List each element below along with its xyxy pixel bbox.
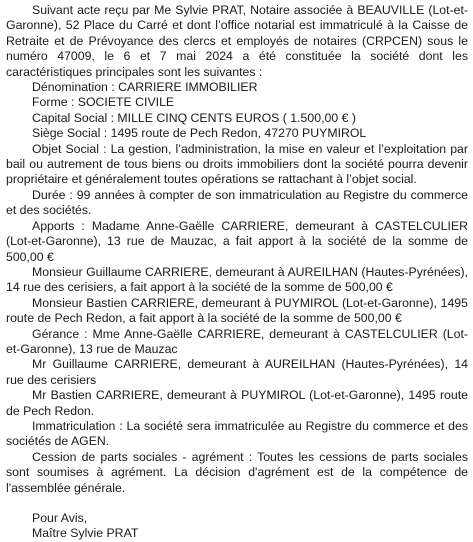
apport-paragraph-1: Apports : Madame Anne-Gaëlle CARRIERE, demeurant à CASTELCULIER (Lot-et-Garonne), 13 rue de Mauzac, a fait apport à la société de la somme de 500,00 € [6,218,468,264]
closing-block [6,511,468,542]
siege-line: Siège Social : 1495 route de Pech Redon, 47270 PUYMIROL [32,126,367,141]
denomination-line: Dénomination : CARRIERE IMMOBILIER [32,80,258,95]
immatriculation-paragraph: Immatriculation : La société sera immatriculée au Registre du commerce et des sociétés de AGEN. [6,418,468,449]
notice-intro: Suivant acte reçu par Me Sylvie PRAT, Notaire associée à BEAUVILLE (Lot-et-Garonne), 52 Place du Carré et dont l’office notarial est immatriculé à la Caisse de Retraite et de Prévoyance des clercs et employés de notaires (CRPCEN) sous le numéro 47009, le 6 et 7 mai 2024 a été constituée la société dont les caractéristiques principales sont les suivantes : [6,3,468,79]
gerance-paragraph-1: Gérance : Mme Anne-Gaëlle CARRIERE, demeurant à CASTELCULIER (Lot-et-Garonne), 13 rue de Mauzac [6,326,468,356]
gerance-paragraph-3: Mr Bastien CARRIERE, demeurant à PUYMIROL (Lot-et-Garonne), 1495 route de Pech Redon. [6,388,468,418]
apport-paragraph-2: Monsieur Guillaume CARRIERE, demeurant à AUREILHAN (Hautes-Pyrénées), 14 rue des cerisiers, a fait apport à la société de la somme de 500,00 € [6,264,468,295]
apport-paragraph-3: Monsieur Bastien CARRIERE, demeurant à PUYMIROL (Lot-et-Garonne), 1495 route de Pech Redon, a fait apport à la société de la somme de 500,00 € [6,295,468,326]
capital-line: Capital Social : MILLE CINQ CENTS EUROS ( 1.500,00 € ) [32,110,356,125]
signatory-line: Maître Sylvie PRAT [32,526,139,541]
cession-paragraph: Cession de parts sociales - agrément : Toutes les cessions de parts sociales sont soumises à agrément. La décision d'agrément est de la compétence de l'assemblée générale. [6,449,468,495]
gerance-paragraph-2: Mr Guillaume CARRIERE, demeurant à AUREILHAN (Hautes-Pyrénées), 14 rue des cerisiers [6,357,468,387]
closing-line: Pour Avis, [32,511,88,525]
duree-paragraph: Durée : 99 années à compter de son immatriculation au Registre du commerce et des sociétés. [6,187,468,218]
forme-line: Forme : SOCIETE CIVILE [32,95,175,110]
objet-paragraph: Objet Social : La gestion, l’administration, la mise en valeur et l’exploitation par bail ou autrement de tous biens ou droits immobiliers dont la société pourra devenir propriétaire et généralement toutes opérations se rattachant à l’objet social. [6,141,468,187]
company-fields [6,80,468,142]
